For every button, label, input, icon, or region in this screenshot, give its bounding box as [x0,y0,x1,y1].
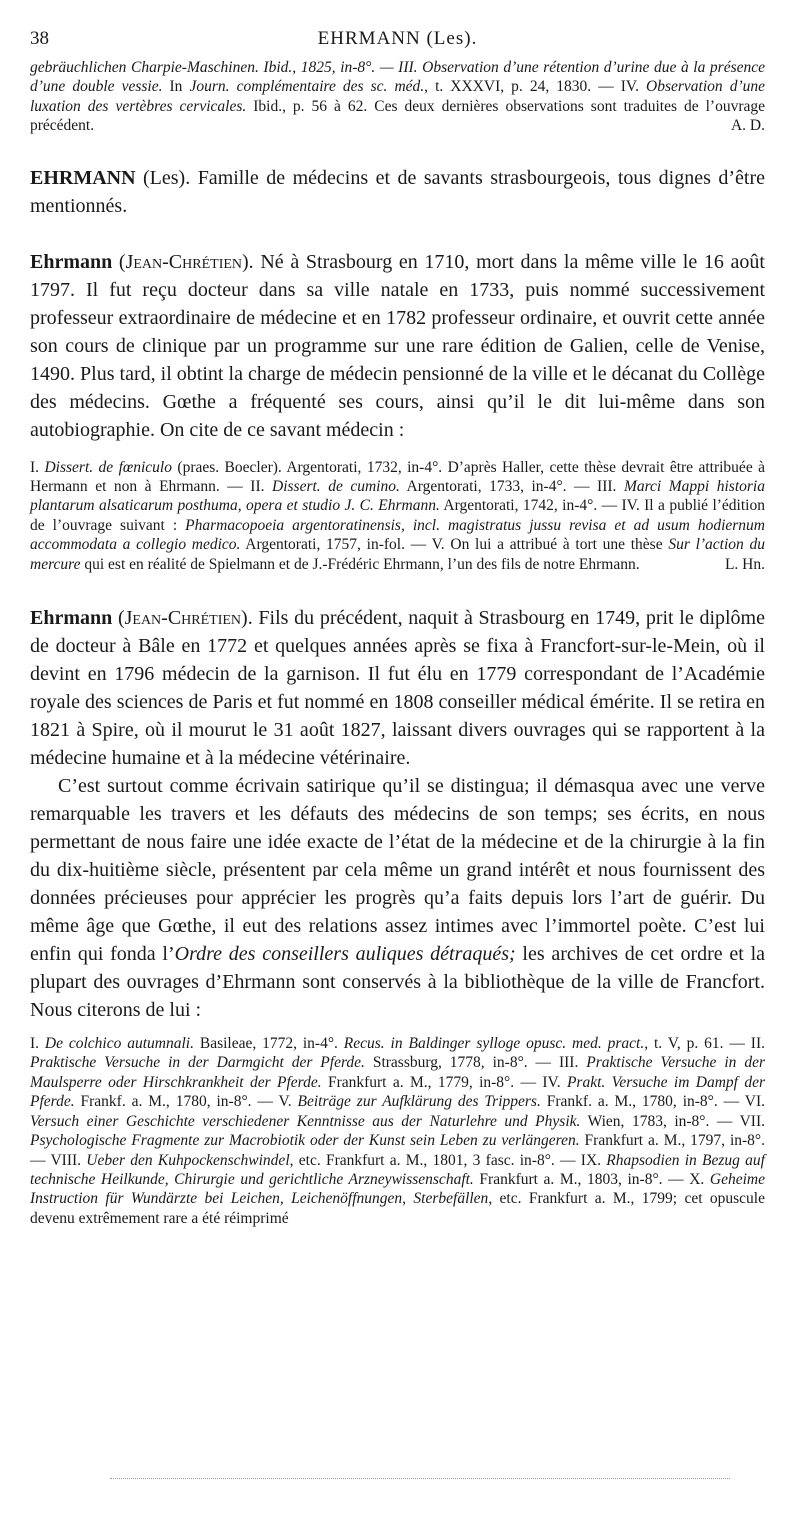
works-2-text-11: Frankfurt a. M., 1803, in-8°. — X. [473,1170,710,1188]
intro-text-1: gebräuchlichen Charpie-Maschinen. Ibid., 1825, in-8°. — III. [30,59,423,76]
works-2-text-12: , etc. Frankfurt a. M., 1799; cet opuscule devenu extrêmement rare a été réimprimé [30,1190,765,1227]
entry-2-paragraph-2 [30,772,765,1024]
intro-text-4: Ibid., p. 56 à 62. Ces deux dernières observations sont traduites de l’ouvrage précédent. [30,97,765,135]
intro-signature: A. D. [730,117,765,135]
works-2-text-1: I. [30,1035,45,1053]
works-1-title-3: Marci Mappi historia plantarum alsaticarum posthuma, opera et studio J. C. Ehrmann. [30,478,765,515]
works-1-text-3: Argentorati, 1733, in-4°. — III. [399,478,624,496]
works-2-text-3: , t. V, p. 61. — II. [644,1035,765,1053]
works-2-text-5: Frankfurt a. M., 1779, in-8°. — IV. [321,1073,567,1091]
entry-1-headword: Ehrmann [30,250,113,273]
page-header [30,28,765,58]
bottom-dotted-rule [110,1478,730,1479]
works-1-text-1: I. [30,458,45,476]
entry-2-works [30,1034,765,1228]
works-2-title-4: Praktische Versuche in der Maulsperre oder Hirschkrankheit der Pferde. [30,1054,765,1091]
works-2-text-4: Strassburg, 1778, in-8°. — III. [364,1054,587,1072]
intro-paragraph [30,58,765,136]
works-1-text-4: Argentorati, 1742, in-4°. — IV. Il a publié l’édition de l’ouvrage suivant : [30,497,765,534]
para-2-text-2: les archives de cet ordre et la plupart des ouvrages d’Ehrmann sont conservés à la bibliothèque de la ville de Francfort. Nous citerons de lui : [30,943,765,1022]
works-2-title-5: Prakt. Versuche im Dampf der Pferde. [30,1073,765,1111]
works-1-text-6: qui est en réalité de Spielmann et de J.-Frédéric Ehrmann, l’un des fils de notre Ehrmann. [80,555,640,573]
page [30,28,765,1228]
entry-2 [30,604,765,772]
works-1-text-5: Argentorati, 1757, in-fol. — V. On lui a attribué à tort une thèse [240,536,669,554]
running-head: EHRMANN (Les). [317,28,478,49]
works-2-title-3: Praktische Versuche in der Darmgicht der Pferde. [30,1054,365,1072]
works-2-text-10: , etc. Frankfurt a. M., 1801, 3 fasc. in-8°. — IX. [289,1151,607,1169]
works-1-title-4: Pharmacopoeia argentoratinensis, incl. magistratus jussu revisa et ad usum hodiernum accommodata a collegio medico. [30,516,765,554]
works-2-title-2: Recus. in Baldinger sylloge opusc. med. pract. [343,1035,645,1053]
intro-text-3: , t. XXXVI, p. 24, 1830. — IV. [424,78,647,96]
works-1-title-5: Sur l’action du mercure [30,536,765,573]
family-label: (Les). [135,166,198,189]
works-2-text-8: Wien, 1783, in-8°. — VII. [580,1112,765,1130]
works-2-text-7: Frankf. a. M., 1780, in-8°. — VI. [540,1093,765,1111]
works-1-text-2: (praes. Boecler). Argentorati, 1732, in-4°. D’après Haller, cette thèse devrait être attribuée à Hermann et non à Ehrmann. — II. [30,458,765,496]
works-2-text-2: Basileae, 1772, in-4°. [193,1035,344,1053]
works-2-title-1: De colchico autumnali. [44,1035,194,1053]
family-headword: EHRMANN [30,166,136,189]
family-entry [30,164,765,220]
entry-2-text: Fils du précédent, naquit à Strasbourg en 1749, prit le diplôme de docteur à Bâle en 1772 et quelques années après se fixa à Francfort-sur-le-Mein, où il devint en 1796 médecin de la garnison. Il fut élu en 1779 correspondant de l’Académie royale des sciences de Paris et fut nommé en 1808 conseiller médical émérite. Il se retira en 1821 à Spire, où il mourut le 31 août 1827, laissant divers ouvrages qui se rapportent à la médecine humaine et à la médecine vétérinaire. [30,607,765,770]
family-text: Famille de médecins et de savants strasbourgeois, tous dignes d’être mentionnés. [30,166,765,217]
works-2-text-6: Frankf. a. M., 1780, in-8°. — V. [74,1093,298,1111]
works-2-title-7: Versuch einer Geschichte verschiedener Kenntnisse aus der Naturlehre und Physik. [30,1112,581,1130]
works-2-title-9: Ueber den Kuhpockenschwindel [86,1151,290,1169]
entry-1-works [30,458,765,574]
works-1-title-1: Dissert. de fœniculo [44,458,172,476]
intro-title-1: Observation d’une rétention d’urine due à la présence d’une double vessie. [30,59,766,96]
works-1-signature: L. Hn. [724,555,765,573]
entry-1-label: (Jean-Chrétien). [112,250,261,273]
works-2-title-8: Psychologische Fragmente zur Macrobiotik oder der Kunst sein Leben zu verlängeren. [30,1132,580,1150]
para-2-text-1: C’est surtout comme écrivain satirique qu’il se distingua; il démasqua avec une verve remarquable les travers et les défauts des médecins de son temps; ses écrits, en nous permettant de nous faire une idée exacte de l’état de la médecine et de la chirurgie à la fin du dix-huitième siècle, présentent par cela même un grand intérêt et nous fournissent des données précieuses pour apprécier les progrès qu’a faits depuis lors l’art de guérir. Du même âge que Gœthe, il eut des relations assez intimes avec l’immortel poète. C’est lui enfin qui fonda l’ [30,775,765,966]
intro-title-2: Observation d’une luxation des vertèbres cervicales. [30,78,766,115]
para-2-order-title: Ordre des conseillers auliques détraqués; [174,943,516,966]
intro-text-2: In [162,78,190,96]
entry-1-text: Né à Strasbourg en 1710, mort dans la même ville le 16 août 1797. Il fut reçu docteur dans sa ville natale en 1733, puis nommé successivement professeur extraordinaire de médecine et en 1782 professeur ordinaire, et ouvrit cette année son cours de clinique par un programme sur une rare édition de Galien, celle de Venise, 1490. Plus tard, il obtint la charge de médecin pensionné de la ville et le décanat du Collège des médecins. Gœthe a fréquenté ses cours, ainsi qu’il le dit lui-même dans son autobiographie. On cite de ce savant médecin : [30,250,765,441]
entry-2-headword: Ehrmann [30,607,113,630]
works-2-title-6: Beiträge zur Aufklärung des Trippers. [297,1093,541,1111]
works-1-title-2: Dissert. de cumino. [272,478,400,496]
intro-journal: Journ. complémentaire des sc. méd. [189,78,425,96]
entry-1 [30,248,765,444]
works-2-title-11: Geheime Instruction für Wundärzte bei Leichen, Leichenöffnungen, Sterbefällen [30,1170,765,1208]
works-2-text-9: Frankfurt a. M., 1797, in-8°. — VIII. [30,1132,765,1169]
works-2-title-10: Rhapsodien in Bezug auf technische Heilkunde, Chirurgie und gerichtliche Arzneywissenschaft. [30,1151,765,1188]
page-number: 38 [30,28,49,49]
entry-2-label: (Jean-Chrétien). [112,607,259,630]
